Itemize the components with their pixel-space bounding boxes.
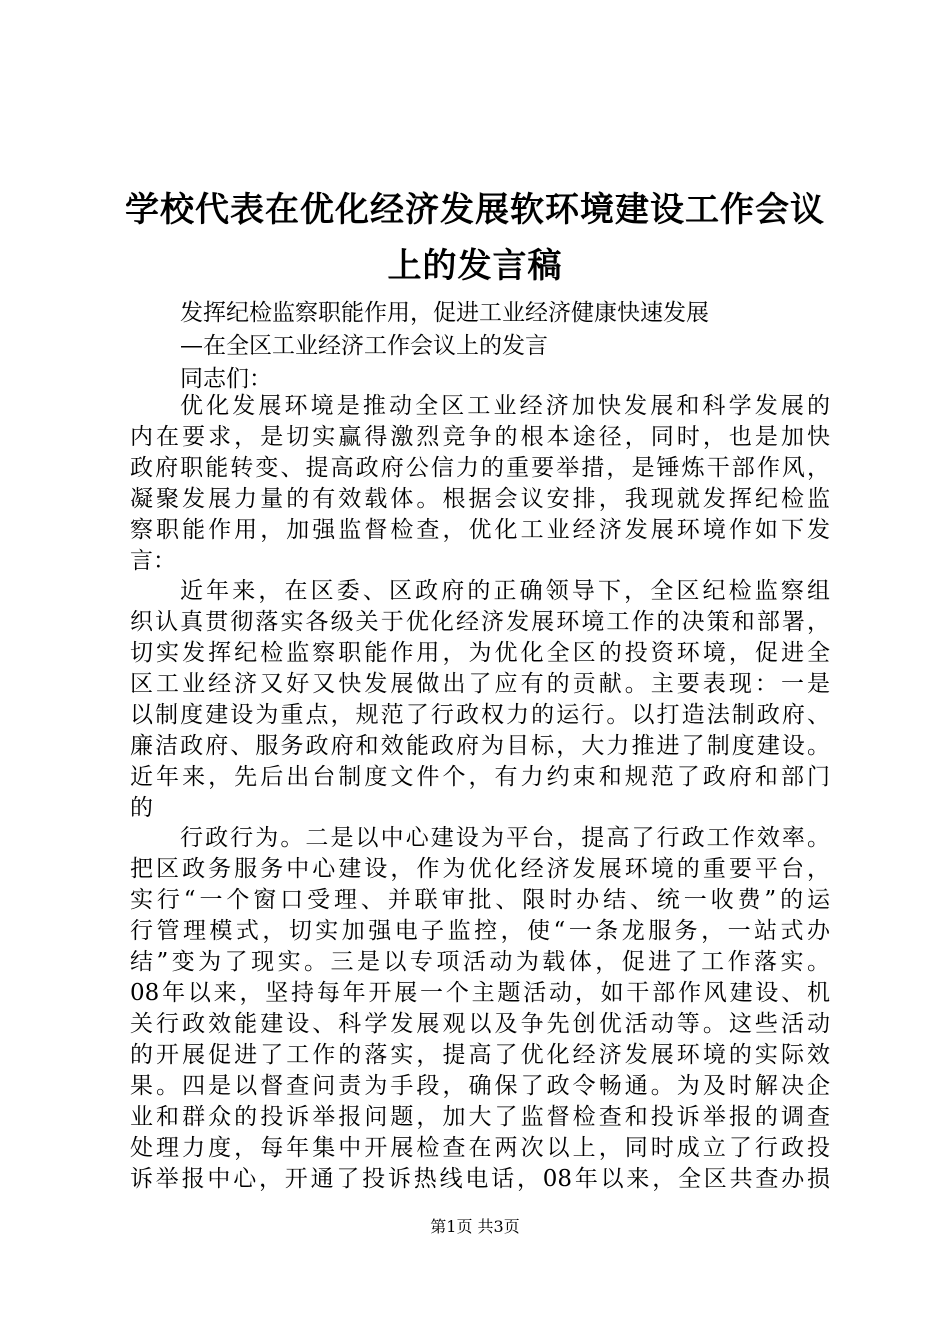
- body-line: 廉洁政府、服务政府和效能政府为目标，大力推进了制度建设。: [130, 733, 830, 759]
- page-footer: 第1页 共3页: [430, 1217, 520, 1236]
- document-subtitle: 发挥纪检监察职能作用，促进工业经济健康快速发展: [180, 300, 709, 326]
- body-line: 言：: [130, 548, 176, 574]
- body-line: 近年来，在区委、区政府的正确领导下，全区纪检监察组: [180, 578, 830, 604]
- document-subheading: —在全区工业经济工作会议上的发言: [180, 333, 548, 359]
- body-line: 内在要求，是切实赢得激烈竞争的根本途径，同时，也是加快: [130, 424, 830, 450]
- body-line: 诉举报中心，开通了投诉热线电话，08年以来，全区共查办损: [130, 1166, 830, 1192]
- body-line: 实行“一个窗口受理、并联审批、限时办结、统一收费”的运: [130, 887, 830, 913]
- salutation: 同志们：: [180, 366, 272, 392]
- document-title-line-1: 学校代表在优化经济发展软环境建设工作会议: [125, 190, 825, 230]
- body-line: 08年以来，坚持每年开展一个主题活动，如干部作风建设、机: [130, 980, 830, 1006]
- body-line: 凝聚发展力量的有效载体。根据会议安排，我现就发挥纪检监: [130, 486, 830, 512]
- body-line: 近年来，先后出台制度文件个，有力约束和规范了政府和部门: [130, 764, 830, 790]
- body-line: 的: [130, 795, 153, 821]
- body-line: 的开展促进了工作的落实，提高了优化经济发展环境的实际效: [130, 1042, 830, 1068]
- body-line: 区工业经济又好又快发展做出了应有的贡献。主要表现：一是: [130, 671, 830, 697]
- body-line: 果。四是以督查问责为手段，确保了政令畅通。为及时解决企: [130, 1073, 830, 1099]
- body-line: 察职能作用，加强监督检查，优化工业经济发展环境作如下发: [130, 517, 830, 543]
- document-title-line-2: 上的发言稿: [387, 246, 563, 286]
- body-line: 优化发展环境是推动全区工业经济加快发展和科学发展的: [180, 393, 830, 419]
- body-line: 行政行为。二是以中心建设为平台，提高了行政工作效率。: [180, 825, 830, 851]
- body-line: 处理力度，每年集中开展检查在两次以上，同时成立了行政投: [130, 1135, 830, 1161]
- body-line: 以制度建设为重点，规范了行政权力的运行。以打造法制政府、: [130, 702, 830, 728]
- body-line: 政府职能转变、提高政府公信力的重要举措，是锤炼干部作风，: [130, 455, 830, 481]
- body-line: 切实发挥纪检监察职能作用，为优化全区的投资环境，促进全: [130, 640, 830, 666]
- body-line: 把区政务服务中心建设，作为优化经济发展环境的重要平台，: [130, 856, 830, 882]
- body-line: 关行政效能建设、科学发展观以及争先创优活动等。这些活动: [130, 1011, 830, 1037]
- body-line: 行管理模式，切实加强电子监控，使“一条龙服务，一站式办: [130, 918, 830, 944]
- body-line: 结”变为了现实。三是以专项活动为载体，促进了工作落实。: [130, 949, 830, 975]
- body-line: 织认真贯彻落实各级关于优化经济发展环境工作的决策和部署，: [130, 609, 830, 635]
- body-line: 业和群众的投诉举报问题，加大了监督检查和投诉举报的调查: [130, 1104, 830, 1130]
